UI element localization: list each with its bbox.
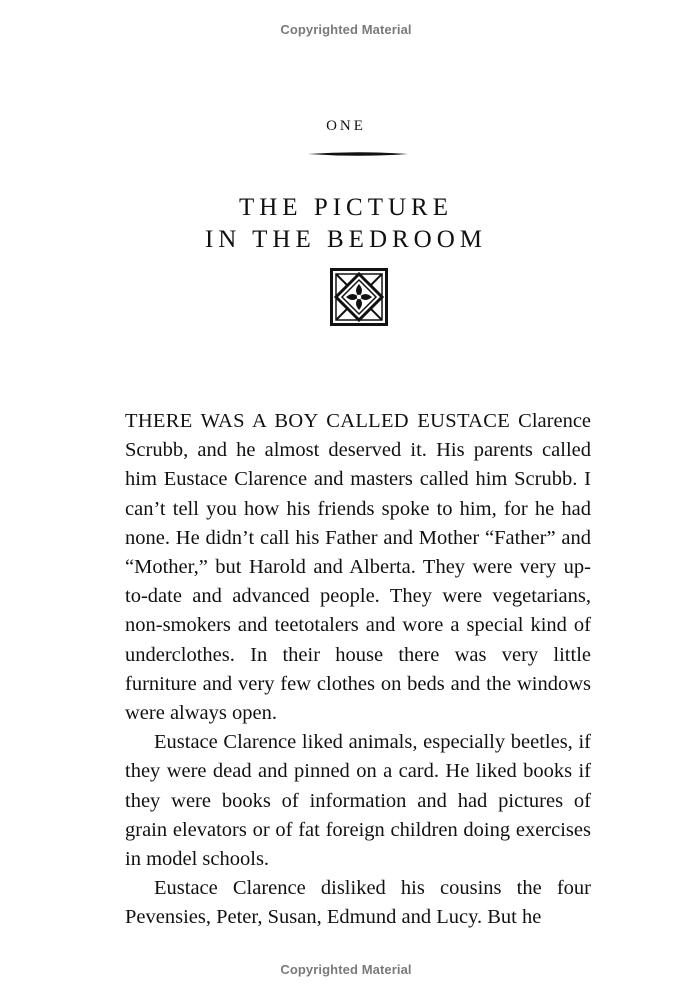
opening-words: THERE WAS A BOY CALLED EUSTACE	[125, 410, 511, 432]
ornament-icon	[330, 268, 388, 326]
paragraph-2: Eustace Clarence liked animals, especially beetles, if they were dead and pinned on a card. He liked books if they were books of information and had pictures of grain elevators or of fat foreign children doing exercises in model schools.	[125, 731, 591, 871]
copyright-watermark-top: Copyrighted Material	[280, 22, 412, 37]
chapter-number: ONE	[326, 118, 366, 134]
chapter-title-line-1: THE PICTURE	[238, 194, 454, 221]
paragraph-1	[125, 407, 591, 728]
chapter-title	[0, 192, 692, 256]
chapter-title-line-2: IN THE BEDROOM	[204, 226, 488, 253]
chapter-body	[125, 407, 591, 933]
copyright-watermark-bottom: Copyrighted Material	[280, 962, 412, 977]
paragraph-1-text: Clarence Scrubb, and he almost deserved it. His parents called him Eustace Clarence and masters called him Scrubb. I can’t tell you how his friends spoke to him, for he had none. He didn’t call his Father and Mother “Father” and “Mother,” but Harold and Alberta. They were very up-to-date and advanced people. They were vegetarians, non-smokers and teetotalers and wore a special kind of underclothes. In their house there was very little furniture and very few clothes on beds and the windows were always open.	[125, 410, 592, 725]
decorative-rule-icon	[306, 149, 410, 159]
paragraph-3: Eustace Clarence disliked his cousins the four Pevensies, Peter, Susan, Edmund and Lucy. But he	[125, 877, 591, 929]
